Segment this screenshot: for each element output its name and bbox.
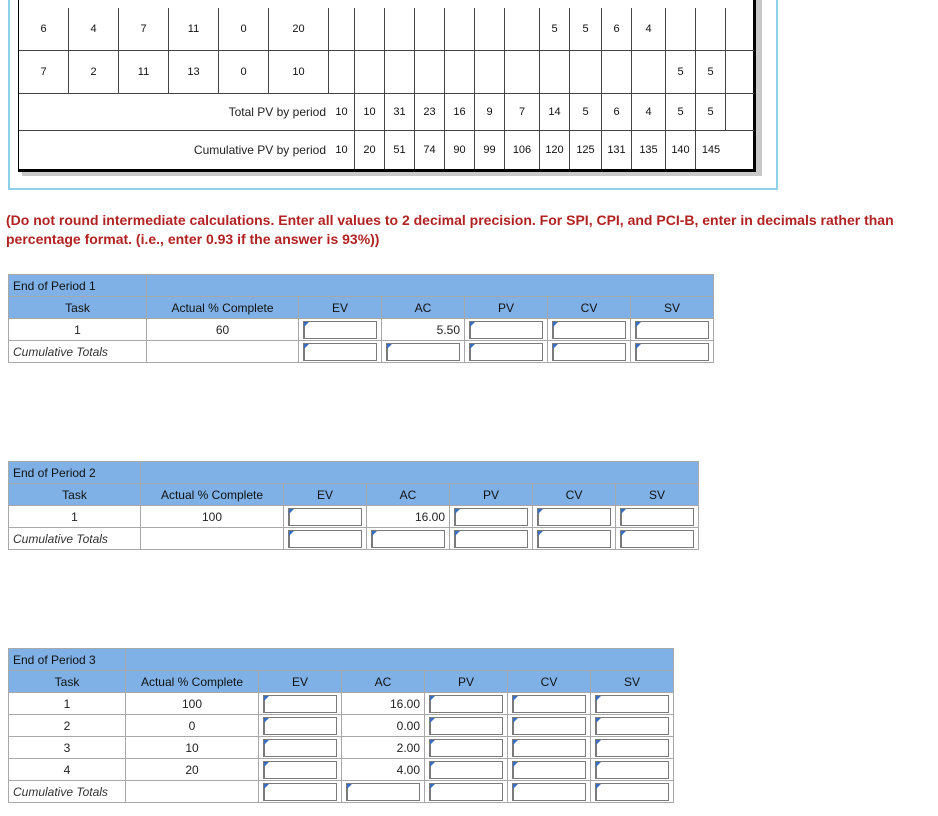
- header-ev: EV: [299, 297, 382, 319]
- schedule-task-id: 6: [19, 8, 69, 50]
- period-cell: 5: [696, 51, 726, 93]
- header-pv: PV: [425, 671, 508, 693]
- cv-input[interactable]: [537, 508, 611, 526]
- header-ac: AC: [342, 671, 425, 693]
- total-pv-value: 7: [505, 94, 540, 130]
- pv-input[interactable]: [454, 508, 528, 526]
- total-pv-value: 5: [696, 94, 726, 130]
- cumulative-pv-value: 106: [505, 131, 540, 169]
- period-cell: [505, 8, 540, 50]
- pv-schedule-table: [18, 0, 756, 172]
- sv-total-input[interactable]: [595, 783, 669, 801]
- task-id: 1: [9, 693, 126, 715]
- ac-value: 0.00: [342, 715, 425, 737]
- header-pv: PV: [450, 484, 533, 506]
- actual-pct-value: 100: [141, 506, 284, 528]
- schedule-cell: 13: [169, 51, 219, 93]
- period-cell: [415, 51, 445, 93]
- cv-input[interactable]: [512, 717, 586, 735]
- header-task: Task: [9, 484, 141, 506]
- period-cell: 5: [666, 51, 696, 93]
- period-cell-empty: [726, 51, 754, 93]
- actual-pct-value: 60: [147, 319, 299, 341]
- period-cell: [415, 8, 445, 50]
- period-cell: 4: [632, 8, 666, 50]
- total-pv-value: 5: [666, 94, 696, 130]
- period-cell: [445, 8, 475, 50]
- period-cell-empty: [726, 8, 754, 50]
- header-cv: CV: [533, 484, 616, 506]
- cumulative-pv-row: [19, 131, 754, 169]
- period-cell: [475, 51, 505, 93]
- total-pv-value: 31: [385, 94, 415, 130]
- total-pv-value: 23: [415, 94, 445, 130]
- sv-input[interactable]: [595, 739, 669, 757]
- task-id: 2: [9, 715, 126, 737]
- actual-pct-value: 10: [126, 737, 259, 759]
- header-sv: SV: [591, 671, 674, 693]
- period-cell: 5: [570, 8, 602, 50]
- table-row: [9, 715, 674, 737]
- cumulative-pv-value: 120: [540, 131, 570, 169]
- cumulative-pv-value: 135: [632, 131, 666, 169]
- totals-row: [9, 341, 714, 363]
- header-pv: PV: [465, 297, 548, 319]
- total-pv-value: 9: [475, 94, 505, 130]
- header-ev: EV: [284, 484, 367, 506]
- period-cell: 5: [540, 8, 570, 50]
- pv-input[interactable]: [469, 321, 543, 339]
- total-pv-value: 14: [540, 94, 570, 130]
- cumulative-pv-label: Cumulative PV by period: [193, 143, 326, 157]
- table-row: [9, 737, 674, 759]
- ev-input[interactable]: [288, 508, 362, 526]
- sv-input[interactable]: [595, 695, 669, 713]
- table-row: [9, 319, 714, 341]
- period-title: End of Period 3: [9, 649, 126, 671]
- ac-value: 2.00: [342, 737, 425, 759]
- ev-total-input[interactable]: [263, 783, 337, 801]
- period-title: End of Period 1: [9, 275, 147, 297]
- period-cell: [505, 51, 540, 93]
- cumulative-pv-value: 99: [475, 131, 505, 169]
- period-cell-empty: [726, 94, 754, 130]
- actual-pct-value: 100: [126, 693, 259, 715]
- total-pv-label: Total PV by period: [228, 105, 326, 119]
- cumulative-pv-value: 10: [329, 131, 355, 169]
- cumulative-pv-value: 131: [602, 131, 632, 169]
- ev-input[interactable]: [263, 717, 337, 735]
- pv-input[interactable]: [429, 761, 503, 779]
- sv-input[interactable]: [635, 321, 709, 339]
- period-cell: [445, 51, 475, 93]
- period-cell: [696, 8, 726, 50]
- schedule-cell: 4: [69, 8, 119, 50]
- ev-total-input[interactable]: [288, 530, 362, 548]
- cv-input[interactable]: [512, 739, 586, 757]
- period-cell: [329, 51, 355, 93]
- schedule-cell: 20: [269, 8, 329, 50]
- schedule-cell: 7: [119, 8, 169, 50]
- total-pv-value: 10: [355, 94, 385, 130]
- schedule-cell: 0: [219, 8, 269, 50]
- period-cell: [355, 8, 385, 50]
- sv-total-input[interactable]: [635, 343, 709, 361]
- period-cell: [385, 8, 415, 50]
- total-pv-value: 6: [602, 94, 632, 130]
- schedule-cell: 0: [219, 51, 269, 93]
- cumulative-pv-value: 51: [385, 131, 415, 169]
- cumulative-totals-label: Cumulative Totals: [9, 528, 141, 550]
- totals-row: [9, 528, 699, 550]
- ev-input[interactable]: [263, 761, 337, 779]
- period-cell: 6: [602, 8, 632, 50]
- period-2-table: [8, 461, 699, 550]
- period-cell: [602, 51, 632, 93]
- sv-total-input[interactable]: [620, 530, 694, 548]
- cv-total-input[interactable]: [552, 343, 626, 361]
- actual-pct-value: 0: [126, 715, 259, 737]
- header-sv: SV: [616, 484, 699, 506]
- ac-total-input[interactable]: [386, 343, 460, 361]
- cumulative-pv-value: 145: [701, 144, 721, 156]
- total-pv-value: 10: [329, 94, 355, 130]
- header-task: Task: [9, 297, 147, 319]
- cumulative-totals-label: Cumulative Totals: [9, 341, 147, 363]
- pv-total-input[interactable]: [454, 530, 528, 548]
- table-row: [9, 693, 674, 715]
- table-row: [9, 506, 699, 528]
- header-actual-pct: Actual % Complete: [141, 484, 284, 506]
- header-cv: CV: [548, 297, 631, 319]
- sv-input[interactable]: [595, 717, 669, 735]
- cumulative-pv-value: 140: [666, 131, 696, 169]
- period-1-table: [8, 274, 714, 363]
- total-pv-value: 4: [632, 94, 666, 130]
- period-cell: [570, 51, 602, 93]
- table-row: [9, 759, 674, 781]
- cumulative-pv-value: 125: [570, 131, 602, 169]
- task-id: 1: [9, 319, 147, 341]
- cumulative-totals-label: Cumulative Totals: [9, 781, 126, 803]
- header-actual-pct: Actual % Complete: [147, 297, 299, 319]
- period-cell: [540, 51, 570, 93]
- period-3-table: [8, 648, 674, 803]
- schedule-cell: 10: [269, 51, 329, 93]
- ac-value: 16.00: [342, 693, 425, 715]
- cv-total-input[interactable]: [537, 530, 611, 548]
- ev-input[interactable]: [263, 739, 337, 757]
- schedule-row-task-6: [19, 8, 754, 50]
- total-pv-value: 5: [570, 94, 602, 130]
- schedule-row-task-7: [19, 51, 754, 93]
- pv-total-input[interactable]: [469, 343, 543, 361]
- header-ac: AC: [382, 297, 465, 319]
- ac-value: 5.50: [382, 319, 465, 341]
- period-title: End of Period 2: [9, 462, 141, 484]
- task-id: 4: [9, 759, 126, 781]
- schedule-cell: 2: [69, 51, 119, 93]
- schedule-cell: 11: [119, 51, 169, 93]
- header-sv: SV: [631, 297, 714, 319]
- total-pv-row: [19, 94, 754, 130]
- period-cell: [632, 51, 666, 93]
- cv-input[interactable]: [512, 761, 586, 779]
- pv-input[interactable]: [429, 739, 503, 757]
- header-ac: AC: [367, 484, 450, 506]
- cumulative-pv-value: 20: [355, 131, 385, 169]
- totals-row: [9, 781, 674, 803]
- header-actual-pct: Actual % Complete: [126, 671, 259, 693]
- cumulative-pv-value: 74: [415, 131, 445, 169]
- ac-value: 4.00: [342, 759, 425, 781]
- schedule-cell: 11: [169, 8, 219, 50]
- pv-input[interactable]: [429, 695, 503, 713]
- task-id: 1: [9, 506, 141, 528]
- ev-input[interactable]: [303, 321, 377, 339]
- task-id: 3: [9, 737, 126, 759]
- ac-total-input[interactable]: [371, 530, 445, 548]
- period-cell: [355, 51, 385, 93]
- pv-input[interactable]: [429, 717, 503, 735]
- period-cell: [329, 8, 355, 50]
- ac-value: 16.00: [367, 506, 450, 528]
- actual-pct-value: 20: [126, 759, 259, 781]
- header-task: Task: [9, 671, 126, 693]
- period-cell: [666, 8, 696, 50]
- header-ev: EV: [259, 671, 342, 693]
- cv-total-input[interactable]: [512, 783, 586, 801]
- pv-total-input[interactable]: [429, 783, 503, 801]
- period-cell: [385, 51, 415, 93]
- ev-input[interactable]: [263, 695, 337, 713]
- period-cell: [475, 8, 505, 50]
- schedule-task-id: 7: [19, 51, 69, 93]
- ac-total-input[interactable]: [346, 783, 420, 801]
- ev-total-input[interactable]: [303, 343, 377, 361]
- total-pv-value: 16: [445, 94, 475, 130]
- cumulative-pv-value: 90: [445, 131, 475, 169]
- sv-input[interactable]: [620, 508, 694, 526]
- sv-input[interactable]: [595, 761, 669, 779]
- instructions-text: (Do not round intermediate calculations. Enter all values to 2 decimal precision. For SPI, CPI, and PCI-B, enter in decimals rather than percentage format. (i.e., enter 0.93 if the answer is 93%)): [6, 212, 894, 247]
- cv-input[interactable]: [512, 695, 586, 713]
- cv-input[interactable]: [552, 321, 626, 339]
- header-cv: CV: [508, 671, 591, 693]
